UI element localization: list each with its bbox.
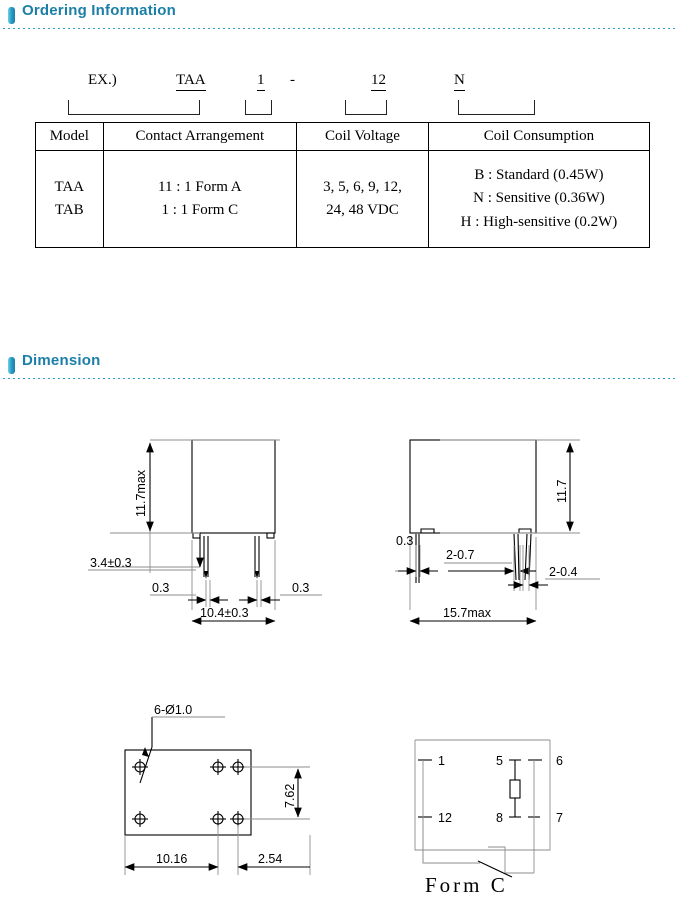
example-voltage-code: 12 xyxy=(371,72,386,91)
pcb-hole xyxy=(230,759,246,775)
schematic-pin-1: 1 xyxy=(438,754,445,768)
cell-consumption-line-1: B : Standard (0.45W) xyxy=(474,167,604,184)
cell-model-line-2: TAB xyxy=(54,202,84,218)
cell-consumption-line-2: N : Sensitive (0.36W) xyxy=(473,190,605,207)
ordering-information-table xyxy=(35,122,650,248)
label-side-height: 11.7 xyxy=(555,479,569,503)
example-contact-code: 1 xyxy=(257,72,265,91)
column-header-voltage: Coil Voltage xyxy=(297,123,429,151)
drawing-pcb-layout xyxy=(125,703,310,875)
section-divider xyxy=(3,28,677,29)
example-separator: - xyxy=(290,72,295,88)
leader-bracket-model xyxy=(68,100,200,115)
column-header-model: Model xyxy=(36,123,104,151)
table-header-row xyxy=(36,123,650,151)
section-title-ordering: Ordering Information xyxy=(22,2,176,19)
cell-consumption xyxy=(428,151,649,248)
cell-contact-line-2: 1 : 1 Form C xyxy=(161,202,239,218)
cell-voltage-line-1: 3, 5, 6, 9, 12, xyxy=(323,178,402,195)
section-header-ordering xyxy=(0,0,680,34)
label-front-height: 11.7max xyxy=(134,469,148,517)
label-side-pin-pair-a: 2-0.7 xyxy=(446,548,475,562)
table-row xyxy=(36,151,650,248)
schematic-caption: Form C xyxy=(425,873,508,897)
pcb-hole xyxy=(210,759,226,775)
example-model-code: TAA xyxy=(176,72,206,91)
label-side-width: 15.7max xyxy=(443,606,491,620)
label-front-pin-height: 3.4±0.3 xyxy=(90,556,132,570)
cell-contact xyxy=(103,151,296,248)
column-header-contact: Contact Arrangement xyxy=(103,123,296,151)
section-marker-icon xyxy=(8,357,15,374)
label-pcb-holes: 6-Ø1.0 xyxy=(154,703,193,717)
pcb-hole xyxy=(230,811,246,827)
drawing-side-view xyxy=(395,440,600,621)
label-pcb-pitch-long: 10.16 xyxy=(156,852,188,866)
label-front-pin-right: 0.3 xyxy=(292,581,310,595)
schematic-pin-5: 5 xyxy=(496,754,503,768)
ordering-example-row xyxy=(0,70,680,120)
label-pcb-vertical: 7.62 xyxy=(283,783,297,808)
leader-bracket-voltage xyxy=(345,100,387,115)
schematic-pin-6: 6 xyxy=(556,754,563,768)
label-side-pin-thickness: 0.3 xyxy=(396,534,414,548)
dimension-drawings xyxy=(0,395,680,913)
label-front-pin-left: 0.3 xyxy=(152,581,170,595)
schematic-pin-12: 12 xyxy=(438,811,452,825)
section-header-dimension xyxy=(0,350,680,384)
cell-voltage-line-2: 24, 48 VDC xyxy=(326,202,399,218)
example-consumption-code: N xyxy=(454,72,465,91)
label-front-width: 10.4±0.3 xyxy=(200,606,249,620)
section-divider xyxy=(3,378,677,379)
section-marker-icon xyxy=(8,7,15,24)
label-side-pin-pair-b: 2-0.4 xyxy=(549,565,578,579)
schematic-pin-7: 7 xyxy=(556,811,563,825)
cell-voltage xyxy=(297,151,429,248)
leader-bracket-consumption xyxy=(458,100,535,115)
pcb-hole xyxy=(210,811,226,827)
pcb-hole xyxy=(132,811,148,827)
cell-model xyxy=(36,151,104,248)
example-prefix: EX.) xyxy=(88,72,117,88)
drawing-schematic xyxy=(415,740,563,897)
cell-contact-line-1: 11 : 1 Form A xyxy=(158,178,242,195)
section-title-dimension: Dimension xyxy=(22,352,101,369)
label-pcb-pitch-short: 2.54 xyxy=(258,852,283,866)
cell-model-line-1: TAA xyxy=(54,178,85,195)
column-header-consumption: Coil Consumption xyxy=(428,123,649,151)
leader-bracket-contact xyxy=(245,100,272,115)
schematic-pin-8: 8 xyxy=(496,811,503,825)
drawing-front-view xyxy=(88,440,322,621)
cell-consumption-line-3: H : High-sensitive (0.2W) xyxy=(460,213,618,230)
